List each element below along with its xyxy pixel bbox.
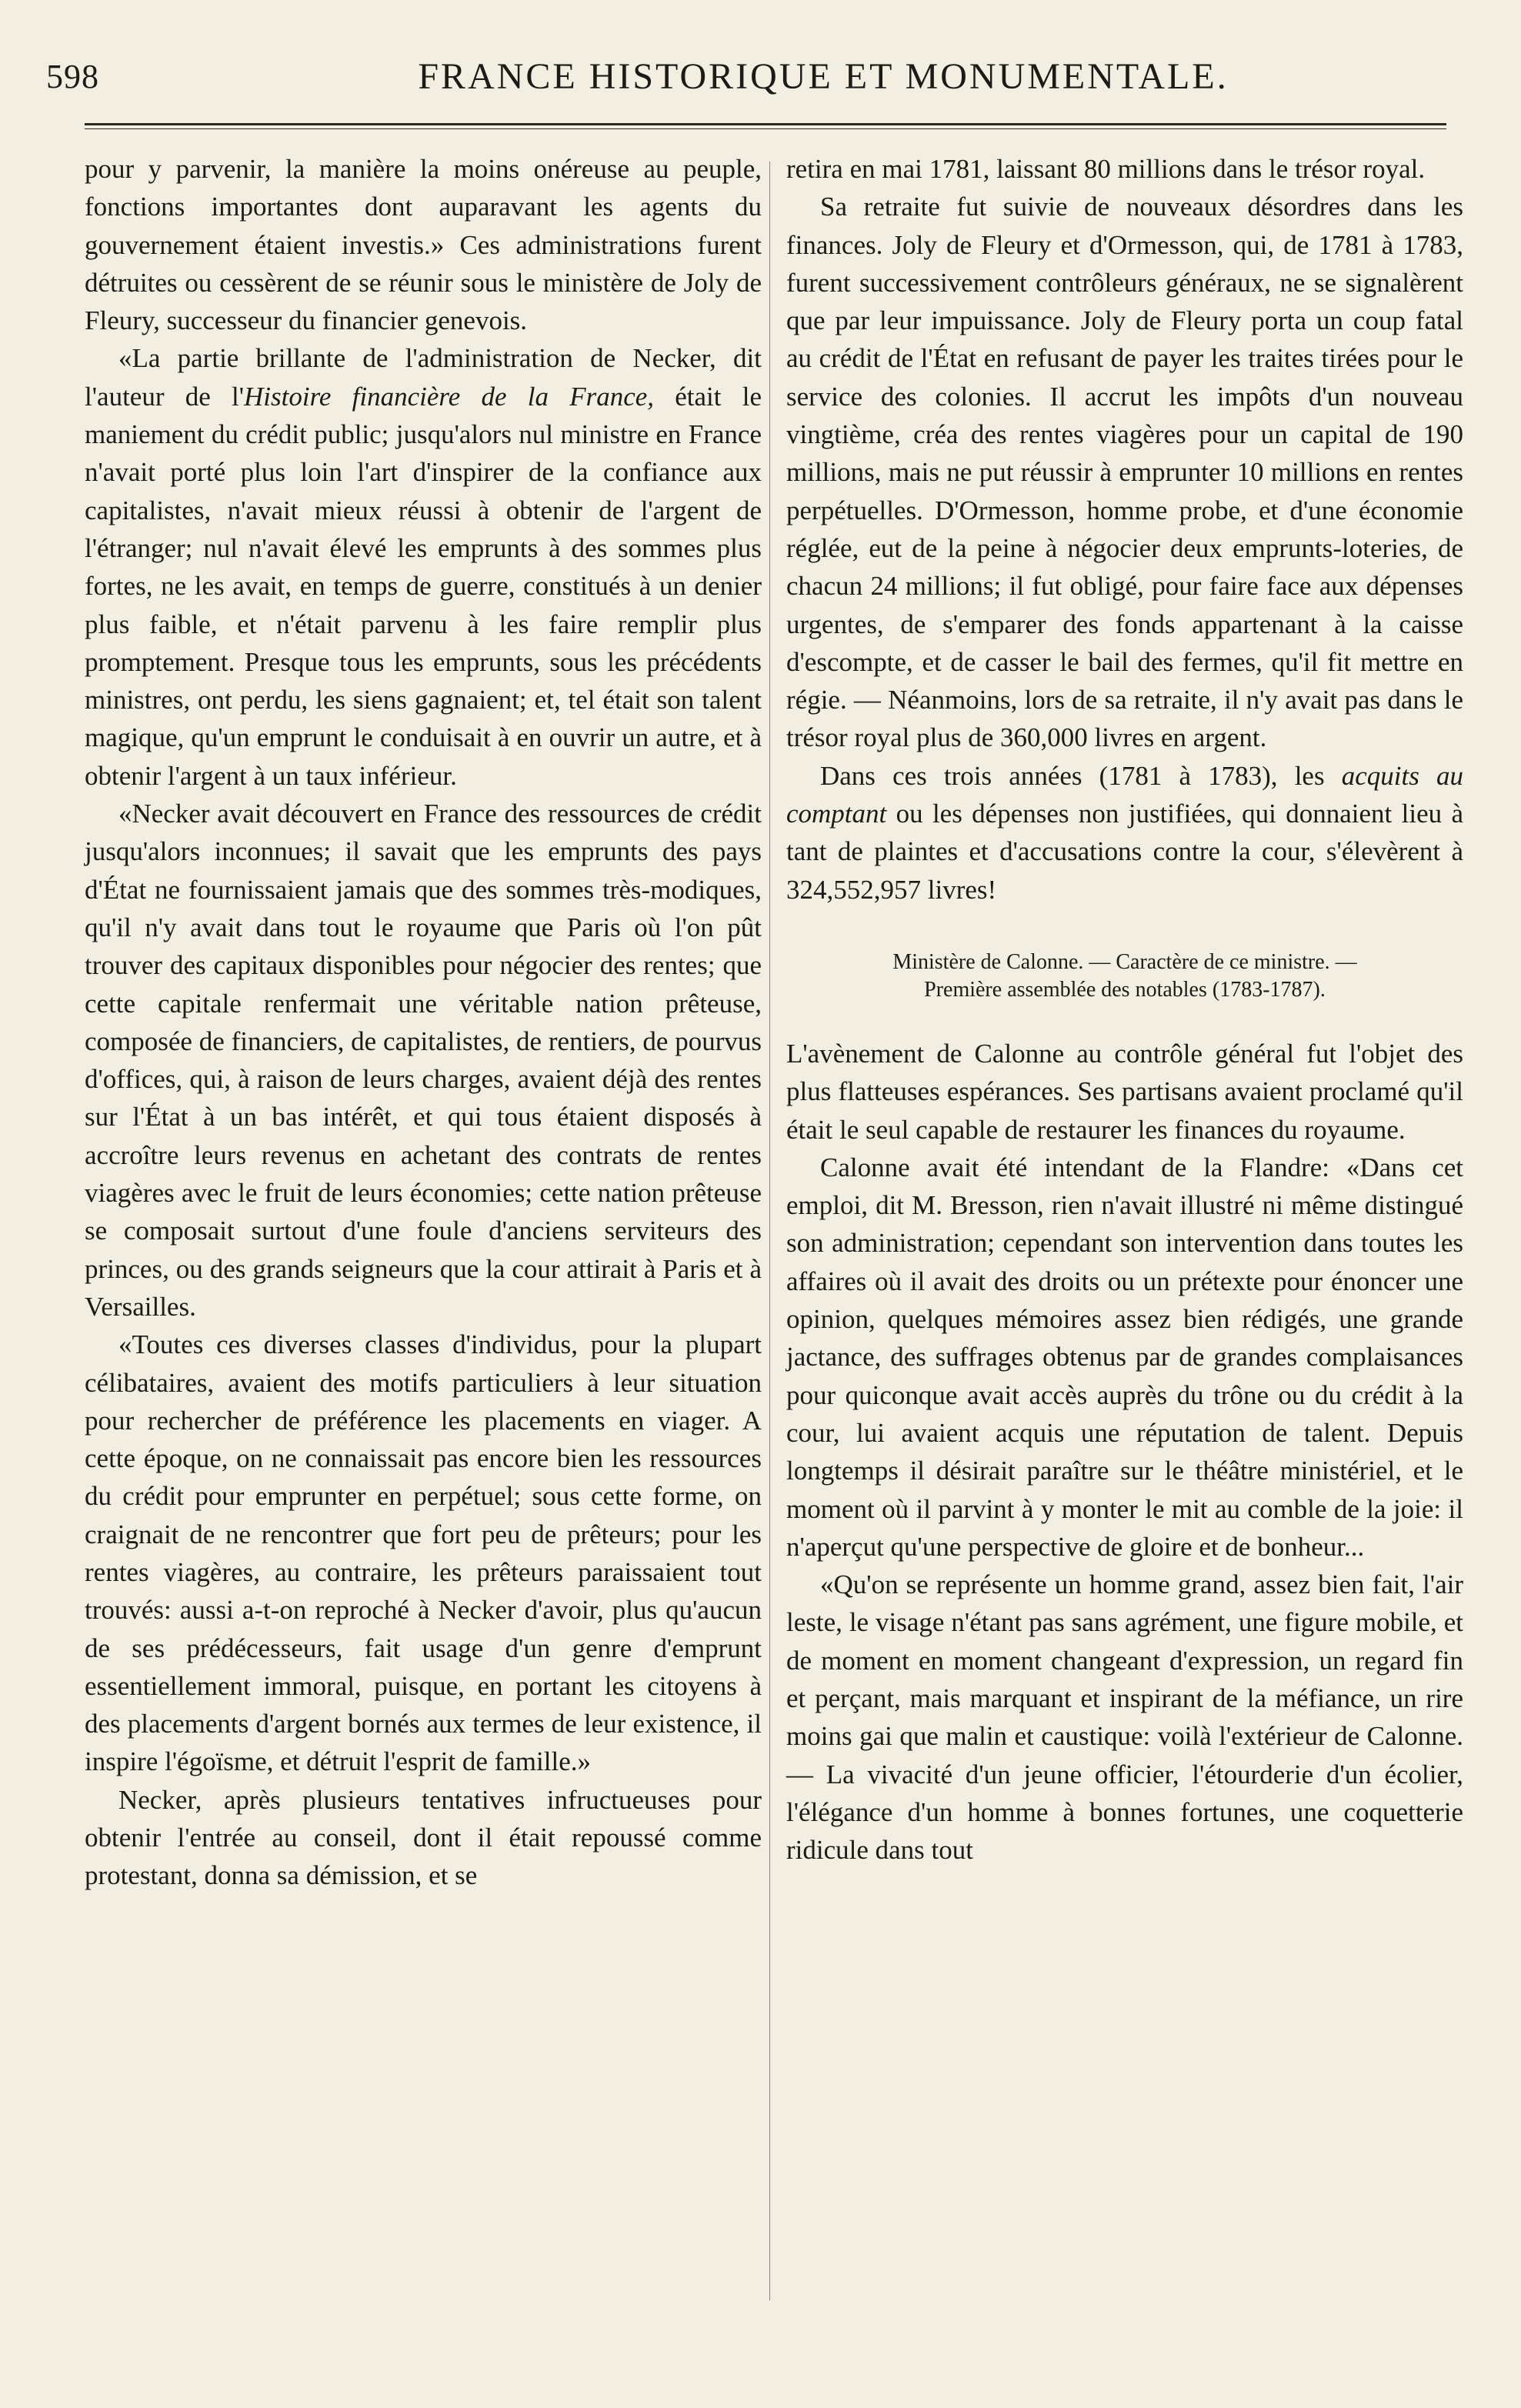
section-heading-line: Ministère de Calonne. — Caractère de ce ministre. — xyxy=(892,949,1357,974)
column-divider xyxy=(769,162,770,2300)
paragraph: «Qu'on se représente un homme grand, assez bien fait, l'air leste, le visage n'étant pas sans agrément, une figure mobile, et de moment en moment changeant d'expression, un regard fin et perçant, mais marquant et inspirant de la méfiance, un rire moins gai que malin et caustique: voilà l'extérieur de Calonne. — La vivacité d'un jeune officier, l'étourderie d'un écolier, l'élégance d'un homme à bonnes fortunes, une coquetterie ridicule dans tout xyxy=(786,1569,1463,1866)
section-heading xyxy=(786,949,1463,1004)
running-title: FRANCE HISTORIQUE ET MONUMENTALE. xyxy=(418,56,1229,97)
paragraph: retira en mai 1781, laissant 80 millions dans le trésor royal. xyxy=(786,154,1426,184)
paragraph-text: «La partie brillante de l'administration de Necker, dit l'auteur de l' xyxy=(85,343,762,412)
paragraph: «Necker avait découvert en France des ressources de crédit jusqu'alors inconnues; il savait que les emprunts des pays d'État ne fournissaient jamais que des sommes très-modiques, qu'il n'y avait dans tout le royaume que Paris où l'on pût trouver des capitaux disponibles pour négocier des rentes; que cette capitale renfermait une véritable nation prêteuse, composée de financiers, de capitalistes, de rentiers, de pourvus d'offices, qui, à raison de leurs charges, avaient déjà des rentes sur l'État à un bas intérêt, et qui tous étaient disposés à accroître leurs revenus en achetant des contrats de rentes viagères avec le fruit de leurs économies; cette nation prêteuse se composait surtout d'une foule d'anciens serviteurs des princes, ou des grands seigneurs que la cour attirait à Paris et à Versailles. xyxy=(85,799,762,1322)
paragraph: Necker, après plusieurs tentatives infructueuses pour obtenir l'entrée au conseil, dont il était repoussé comme protestant, donna sa démission, et se xyxy=(85,1784,762,1891)
paragraph: «Toutes ces diverses classes d'individus, pour la plupart célibataires, avaient des motifs particuliers à leur situation pour rechercher de préférence les placements en viager. A cette époque, on ne connaissait pas encore bien les ressources du crédit pour emprunter en perpétuel; sous cette forme, on craignait de ne rencontrer que fort peu de prêteurs; pour les rentes viagères, au contraire, les prêteurs paraissaient tout trouvés: aussi a-t-on reproché à Necker d'avoir, plus qu'aucun de ses prédécesseurs, fait usage d'un genre d'emprunt essentiellement immoral, puisque, en portant les citoyens à des placements d'argent bornés aux termes de leur existence, il inspire l'égoïsme, et détruit l'esprit de famille.» xyxy=(85,1329,762,1777)
paragraph: L'avènement de Calonne au contrôle général fut l'objet des plus flatteuses espérances. Ses partisans avaient proclamé qu'il était le seul capable de restaurer les finances du royaume. xyxy=(786,1038,1463,1145)
paragraph-text: Dans ces trois années (1781 à 1783), les xyxy=(820,760,1342,791)
emphasized-term: acquits au comptant xyxy=(786,760,1464,829)
paragraph: Calonne avait été intendant de la Flandre: «Dans cet emploi, dit M. Bresson, rien n'avait illustré ni même distingué son administration; cependant son intervention dans toutes les affaires où il avait des droits ou un prétexte pour énoncer une opinion, quelques mémoires assez bien rédigés, une grande jactance, des suffrages obtenus par de grandes complaisances pour quiconque avait accès auprès du trône ou du crédit à la cour, lui avaient acquis une réputation de talent. Depuis longtemps il désirait paraître sur le théâtre ministériel, et le moment où il parvint à y monter le mit au comble de la joie: il n'aperçut qu'une perspective de gloire et de bonheur... xyxy=(786,1152,1463,1562)
page-number: 598 xyxy=(46,58,99,95)
right-column xyxy=(786,150,1463,1869)
paragraph-text: était le maniement du crédit public; jusqu'alors nul ministre en France n'avait porté plus loin l'art d'inspirer de la confiance aux capitalistes, n'avait mieux réussi à obtenir de l'argent de l'étranger; nul n'avait élevé les emprunts à des sommes plus fortes, ne les avait, en temps de guerre, constitués à un denier plus faible, et n'était parvenu à les faire remplir plus promptement. Presque tous les emprunts, sous les précédents ministres, ont perdu, les siens gagnaient; et, tel était son talent magique, qu'un emprunt le conduisait à en ouvrir un autre, et à obtenir l'argent à un taux inférieur. xyxy=(85,381,762,791)
left-column xyxy=(85,150,762,1895)
paragraph: Sa retraite fut suivie de nouveaux désordres dans les finances. Joly de Fleury et d'Ormesson, qui, de 1781 à 1783, furent successivement contrôleurs généraux, ne se signalèrent que par leur impuissance. Joly de Fleury porta un coup fatal au crédit de l'État en refusant de payer les traites tirées pour le service des colonies. Il accrut les impôts d'un nouveau vingtième, créa des rentes viagères pour un capital de 190 millions, mais ne put réussir à emprunter 10 millions en rentes perpétuelles. D'Ormesson, homme probe, et d'une économie réglée, eut de la peine à négocier deux emprunts-loteries, de chacun 24 millions; il fut obligé, pour faire face aux dépenses urgentes, de s'emparer des fonds appartenant à la caisse d'escompte, et de casser le bail des fermes, qu'il fit mettre en régie. — Néanmoins, lors de sa retraite, il n'y avait pas dans le trésor royal plus de 360,000 livres en argent. xyxy=(786,192,1463,753)
section-heading-line: Première assemblée des notables (1783-1787). xyxy=(924,977,1326,1002)
page-header xyxy=(46,54,1477,108)
paragraph xyxy=(786,757,1463,909)
header-rule xyxy=(85,123,1446,129)
paragraph: pour y parvenir, la manière la moins onéreuse au peuple, fonctions importantes dont auparavant les agents du gouvernement étaient investis.» Ces administrations furent détruites ou cessèrent de se réunir sous le ministère de Joly de Fleury, successeur du financier genevois. xyxy=(85,154,762,336)
paragraph xyxy=(85,339,762,795)
book-title: Histoire financière de la France, xyxy=(244,381,655,412)
paragraph-text: ou les dépenses non justifiées, qui donnaient lieu à tant de plaintes et d'accusations contre la cour, s'élevèrent à 324,552,957 livres! xyxy=(786,799,1463,905)
